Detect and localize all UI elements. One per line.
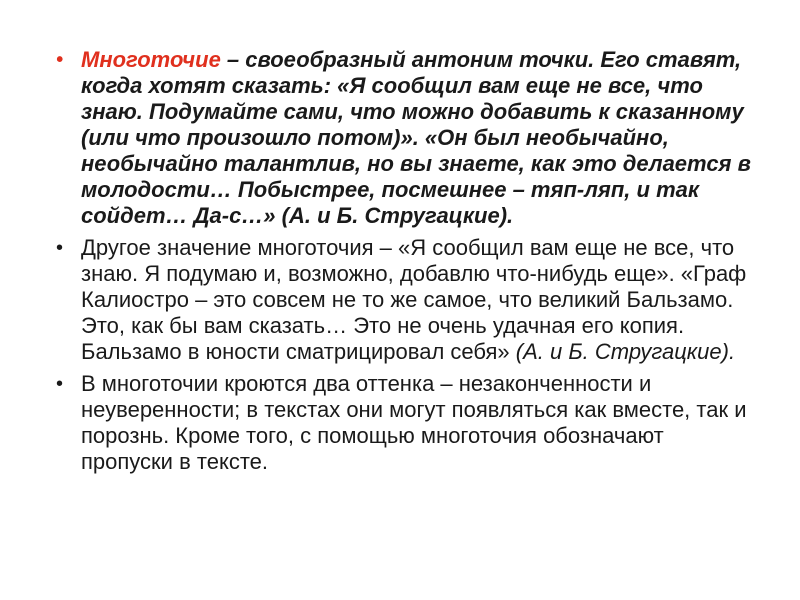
second-meaning-text: Другое значение многоточия – «Я сообщил вам еще не все, что знаю. Я подумаю и, возможно, добавлю что-нибудь еще». «Граф Калиостро – это совсем не то же самое, что великий Бальзамо. Это, как бы вам сказать… Это не очень удачная его копия. Бальзамо в юности сматрицировал себя» [81, 235, 747, 364]
bullet-marker: • [56, 49, 64, 71]
bullet-item-shades [56, 371, 760, 475]
bullet-item-second-meaning [56, 235, 760, 365]
definition-text: – своеобразный антоним точки. Его ставят, когда хотят сказать: «Я сообщил вам еще не все, что знаю. Подумайте сами, что можно добавить к сказанному (или что произошло потом)». «Он был необычайно, необычайно талантлив, но вы знаете, как это делается в молодости… Побыстрее, посмешнее – тяп-ляп, и так сойдет… Да-с…» (А. и Б. Стругацкие). [81, 47, 751, 228]
term-highlight: Многоточие [81, 47, 221, 72]
bullet-item-definition [56, 47, 760, 229]
shades-text: В многоточии кроются два оттенка – незаконченности и неуверенности; в текстах они могут появляться как вместе, так и порознь. Кроме того, с помощью многоточия обозначают пропуски в тексте. [81, 371, 747, 474]
bullet-marker: • [56, 373, 64, 395]
bullet-list [56, 47, 760, 475]
citation-text: (А. и Б. Стругацкие). [509, 339, 736, 364]
bullet-marker: • [56, 237, 64, 259]
